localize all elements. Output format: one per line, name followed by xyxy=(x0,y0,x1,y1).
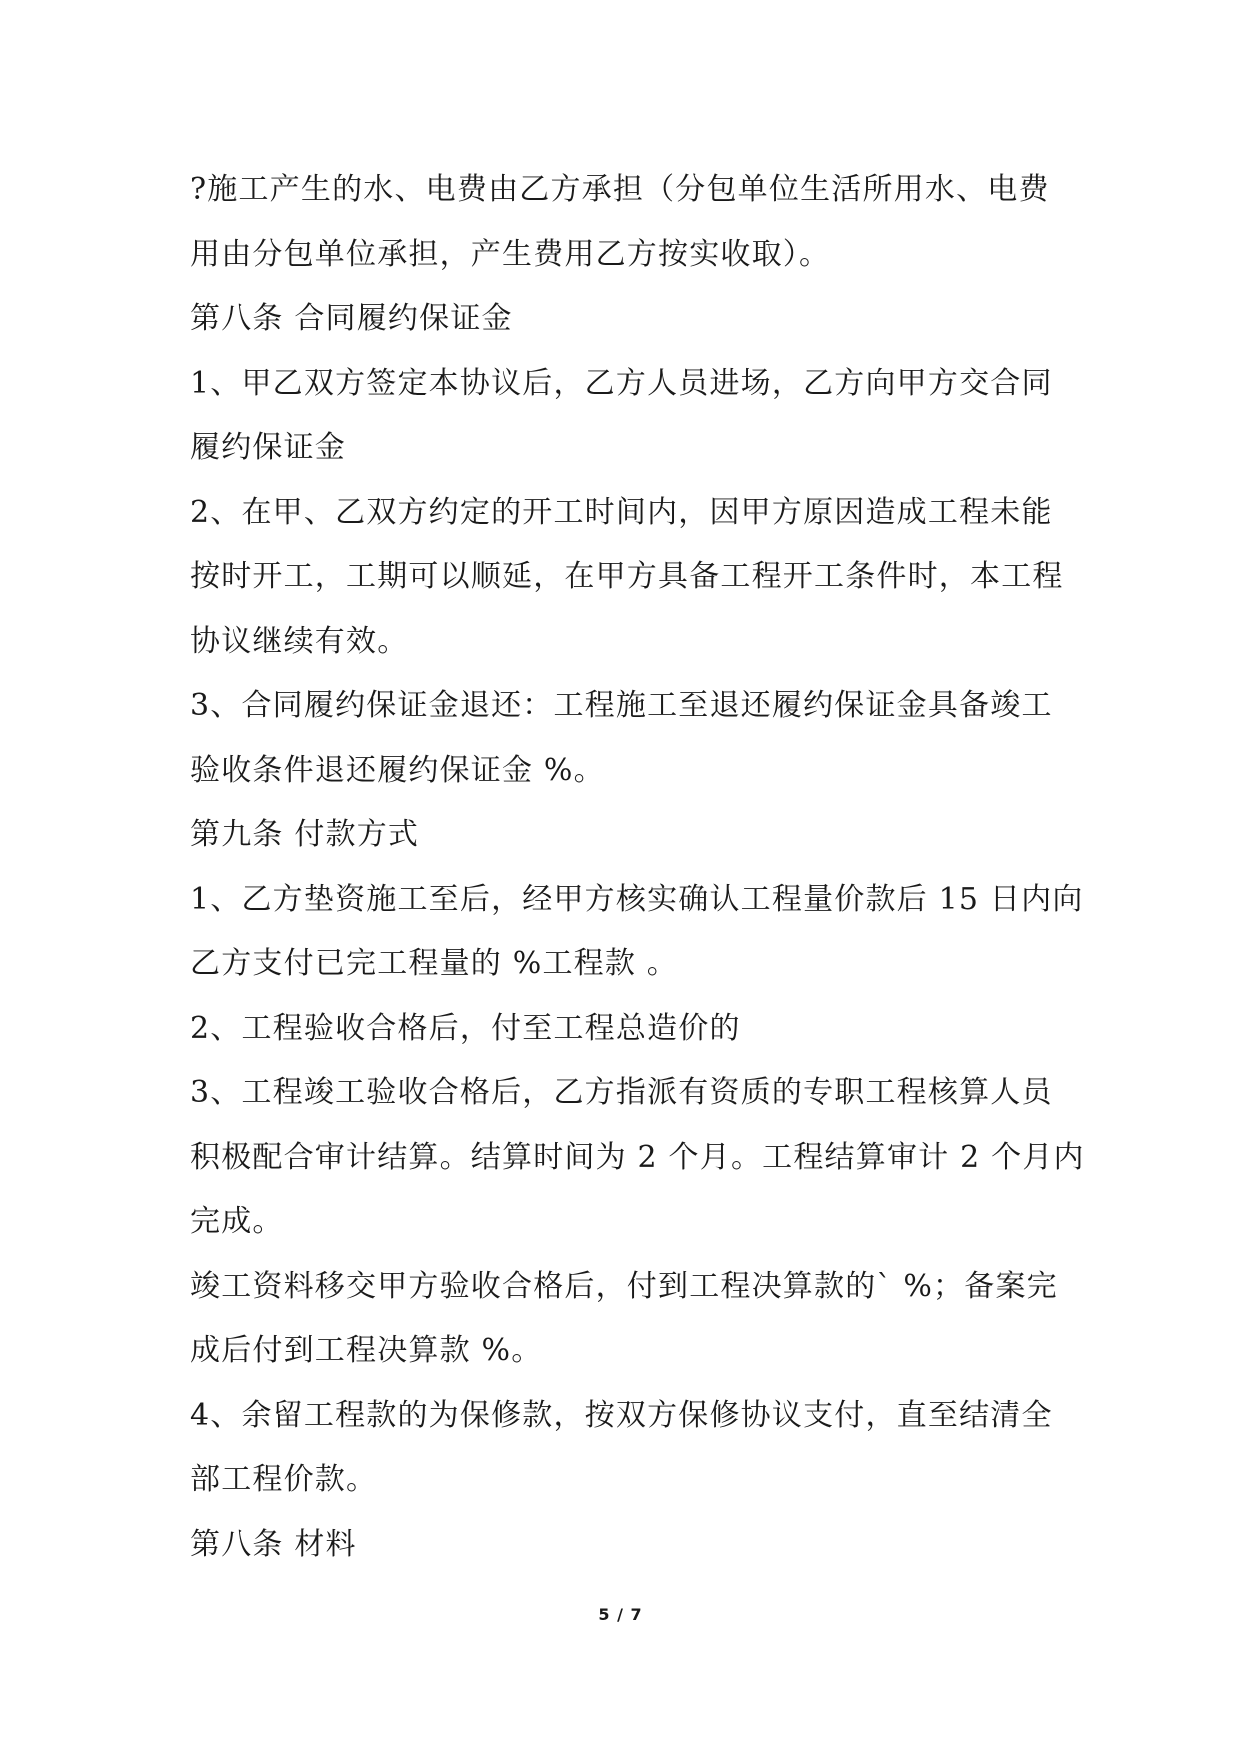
document-body xyxy=(190,158,1085,1577)
text-line: 2、工程验收合格后，付至工程总造价的 xyxy=(190,1010,741,1046)
text-line: 3、工程竣工验收合格后，乙方指派有资质的专职工程核算人员 xyxy=(190,1075,1053,1110)
text-line: 成后付到工程决算款 %。 xyxy=(190,1333,543,1368)
section-heading: 第八条 材料 xyxy=(190,1526,357,1562)
text-line: 1、乙方垫资施工至后，经甲方核实确认工程量价款后 15 日内向 xyxy=(190,881,1084,917)
section-heading: 第八条 合同履约保证金 xyxy=(190,301,513,336)
text-line: 竣工资料移交甲方验收合格后，付到工程决算款的` %；备案完 xyxy=(190,1268,1058,1304)
text-line: 部工程价款。 xyxy=(190,1462,378,1497)
text-line: 3、合同履约保证金退还：工程施工至退还履约保证金具备竣工 xyxy=(190,688,1053,723)
text-line: 履约保证金 xyxy=(190,430,346,465)
section-heading: 第九条 付款方式 xyxy=(190,817,420,852)
text-line: 用由分包单位承担，产生费用乙方按实收取）。 xyxy=(190,236,831,272)
text-line: 完成。 xyxy=(190,1204,284,1239)
text-line: 协议继续有效。 xyxy=(190,623,409,659)
text-line: 按时开工，工期可以顺延，在甲方具备工程开工条件时，本工程 xyxy=(190,559,1064,594)
text-line: 4、余留工程款的为保修款，按双方保修协议支付，直至结清全 xyxy=(190,1397,1053,1433)
text-line: 验收条件退还履约保证金 %。 xyxy=(190,752,605,788)
page-number: 5 / 7 xyxy=(598,1605,643,1624)
text-line: 积极配合审计结算。结算时间为 2 个月。工程结算审计 2 个月内 xyxy=(190,1139,1085,1175)
text-line: 2、在甲、乙双方约定的开工时间内，因甲方原因造成工程未能 xyxy=(190,494,1053,530)
text-line: 1、甲乙双方签定本协议后，乙方人员进场，乙方向甲方交合同 xyxy=(190,365,1053,401)
text-line: 乙方支付已完工程量的 %工程款 。 xyxy=(190,946,678,981)
text-line: ?施工产生的水、电费由乙方承担（分包单位生活所用水、电费 xyxy=(190,172,1050,207)
